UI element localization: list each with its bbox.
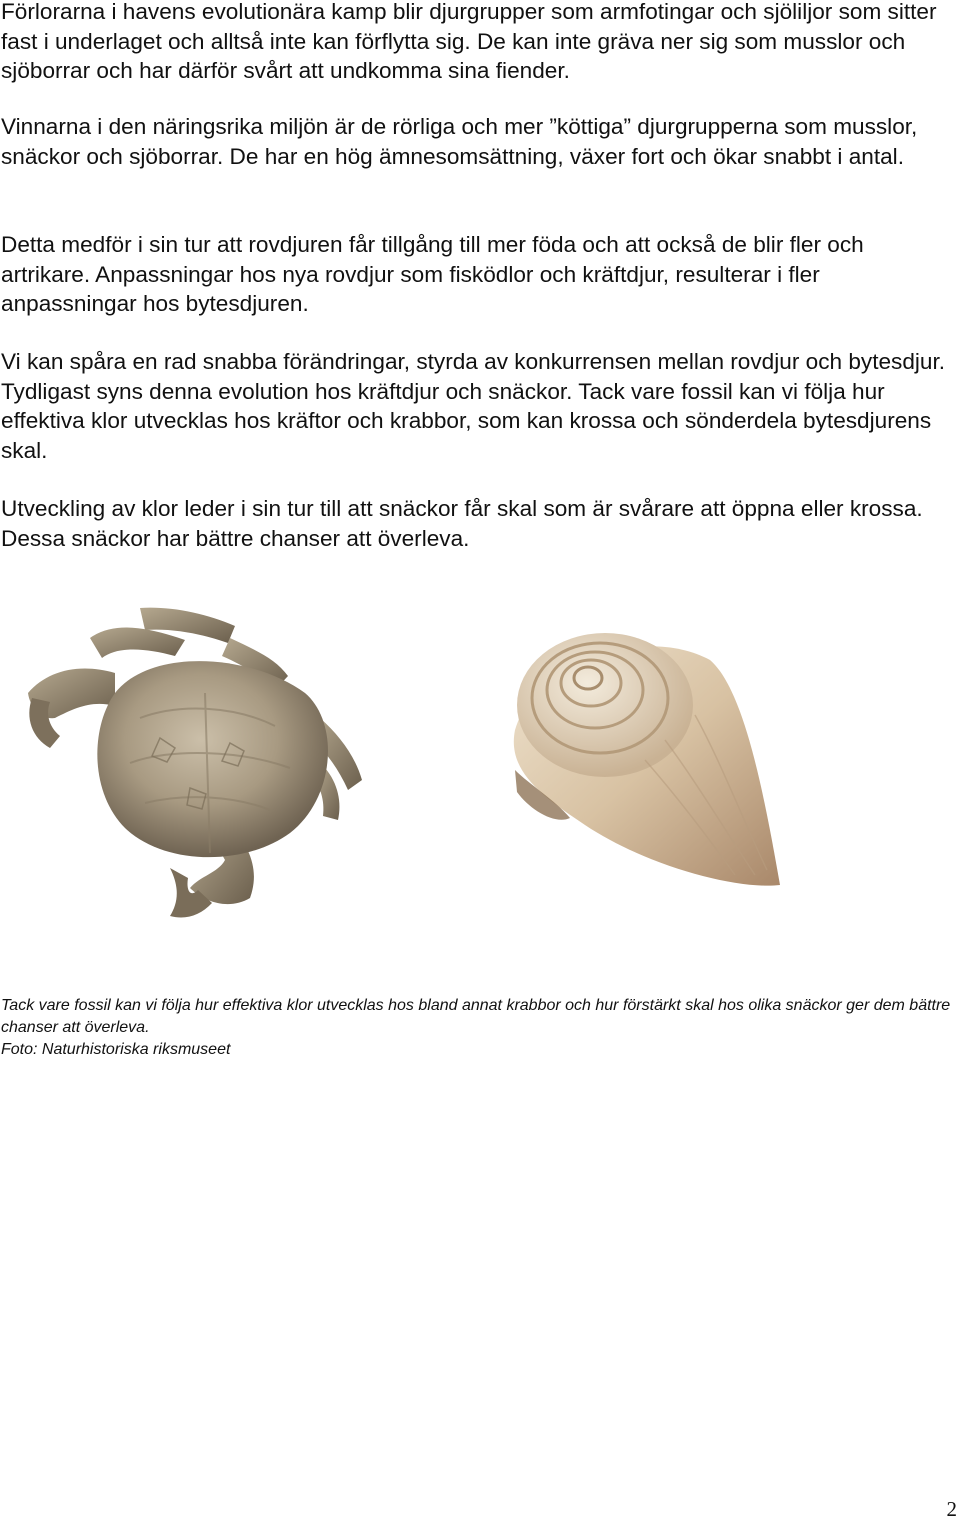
paragraph-winners: Vinnarna i den näringsrika miljön är de rörliga och mer ”köttiga” djurgrupperna som musslor, snäckor och sjöborrar. De har en hög ämnesomsättning, växer fort och ökar snabbt i antal. — [1, 114, 918, 169]
paragraph-losers: Förlorarna i havens evolutionära kamp blir djurgrupper som armfotingar och sjöliljor som sitter fast i underlaget och alltså inte kan förflytta sig. De kan inte gräva ner sig som musslor och sjöborrar och har därför svårt att undkomma sina fiender. — [1, 0, 937, 84]
paragraph-predators: Detta medför i sin tur att rovdjuren får tillgång till mer föda och att också de blir fler och artrikare. Anpassningar hos nya rovdjur som fisködlor och kräftdjur, resulterar i fler anpassningar hos bytesdjuren. — [1, 232, 864, 317]
page-number: 2 — [946, 1497, 957, 1521]
fossil-crab-image — [20, 598, 380, 928]
paragraph-evolution-tracking: Vi kan spåra en rad snabba förändringar, styrda av konkurrensen mellan rovdjur och bytesdjur. Tydligast syns denna evolution hos kräftdjur och snäckor. Tack vare fossil kan vi följa hur effektiva klor utvecklas hos kräftor och krabbor, som kan krossa och sönderdela bytesdjurens skal. — [1, 349, 946, 463]
fossil-snail-shell-image — [495, 620, 795, 920]
photo-credit: Foto: Naturhistoriska riksmuseet — [1, 1040, 231, 1058]
caption-text: Tack vare fossil kan vi följa hur effektiva klor utvecklas hos bland annat krabbor och hur förstärkt skal hos olika snäckor ger dem bättre chanser att överleva. — [1, 997, 951, 1036]
figure-caption — [1, 995, 951, 1060]
paragraph-claws-and-shells: Utveckling av klor leder i sin tur till att snäckor får skal som är svårare att öppna eller krossa. Dessa snäckor har bättre chanser att överleva. — [1, 496, 923, 551]
